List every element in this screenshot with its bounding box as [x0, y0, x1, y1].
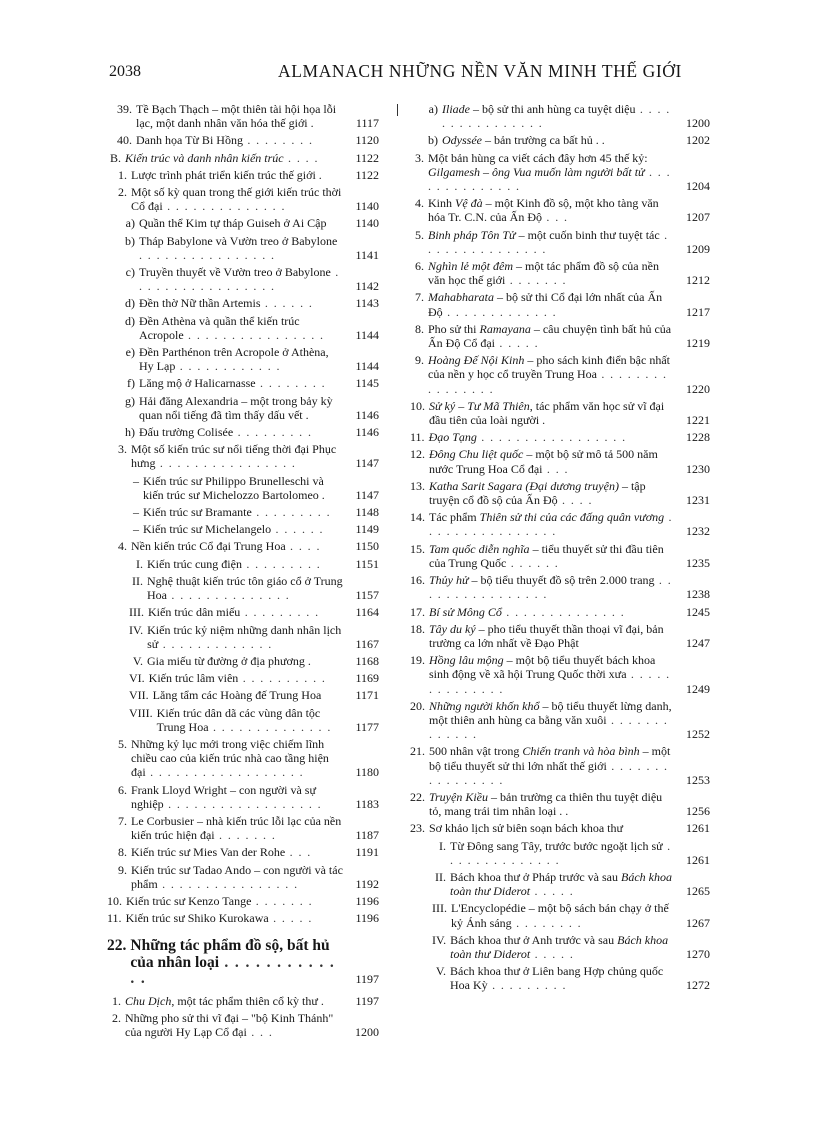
toc-entry-number: 10.: [410, 398, 425, 413]
toc-entry-page: 1200: [686, 116, 710, 131]
toc-entry-number: VIII.: [129, 705, 153, 720]
toc-entry-number: h): [125, 425, 135, 440]
toc-entry-number: 12.: [410, 447, 425, 462]
toc-entry-title: Hồng lâu mộng – một bộ tiểu thuyết bách khoa sinh động về xã hội Trung Quốc thời xưa . . . . . . . . . . . . . .: [429, 653, 671, 696]
toc-entry-page: 1202: [686, 133, 710, 148]
toc-entry: [410, 290, 710, 318]
toc-entry-page: 1183: [355, 796, 379, 811]
toc-entry-title: Kiến trúc dân miếu . . . . . . . . .: [148, 605, 320, 620]
toc-entry-number: 10.: [107, 893, 122, 908]
toc-entry-page: 1196: [355, 893, 379, 908]
toc-entry-number: 18.: [410, 621, 425, 636]
toc-entry-number: VII.: [129, 688, 149, 703]
toc-entry-page: 1144: [355, 359, 379, 374]
toc-entry-title: Chu Dịch, một tác phẩm thiên cổ kỳ thư .: [125, 993, 324, 1008]
toc-entry: [432, 933, 710, 961]
toc-entry-title: Những kỷ lục mới trong việc chiếm lĩnh chiều cao của kiến trúc nhà cao tầng hiện đại . . . . . . . . . . . . . . . . . .: [131, 736, 329, 780]
toc-entry: [121, 234, 379, 262]
toc-entry: [432, 839, 710, 867]
toc-entry-page: 1187: [355, 828, 379, 843]
toc-entry: [410, 353, 710, 396]
toc-entry-number: 4.: [118, 539, 127, 554]
toc-entry-page: 1247: [686, 635, 710, 650]
toc-entry-title: Sử ký – Tư Mã Thiên, tác phẩm văn học sử vĩ đại đầu tiên của loài người .: [429, 398, 665, 428]
toc-entry-page: 1171: [355, 688, 379, 703]
toc-entry-title: Kiến trúc sư Shiko Kurokawa . . . . .: [125, 911, 313, 926]
toc-entry-number: I.: [439, 838, 446, 853]
toc-entry-title: Đền thờ Nữ thần Artemis . . . . . .: [139, 296, 314, 311]
toc-entry: [410, 259, 710, 287]
toc-entry-title: Kiến trúc lâm viên . . . . . . . . . .: [148, 671, 327, 686]
toc-entry-page: 1261: [686, 821, 710, 836]
toc-entry: [410, 790, 710, 818]
toc-entry-page: 1148: [355, 505, 379, 520]
toc-entry-page: 1192: [355, 876, 379, 891]
toc-entry-page: 1228: [686, 430, 710, 445]
toc-right-column: [410, 102, 710, 996]
toc-entry-number: IV.: [432, 932, 447, 947]
toc-entry-page: 1143: [355, 296, 379, 311]
toc-entry-title: Bách khoa thư ở Anh trước và sau Bách khoa toàn thư Diderot . . . . .: [450, 932, 669, 961]
toc-entry-page: 1169: [355, 671, 379, 686]
toc-entry-title: Những pho sử thi vĩ đại – "bộ Kinh Thánh" của người Hy Lạp Cổ đại . . .: [125, 1011, 334, 1040]
toc-entry: [129, 671, 379, 685]
toc-entry-number: 11.: [107, 911, 122, 926]
toc-entry-title: Đền Parthénon trên Acropole ở Athèna, Hy Lạp . . . . . . . . . . . .: [139, 345, 329, 374]
toc-entry-page: 1141: [355, 247, 379, 262]
toc-entry-page: 1157: [355, 588, 379, 603]
toc-entry: [129, 605, 379, 619]
toc-entry: [129, 706, 379, 734]
toc-entry-title: Tam quốc diễn nghĩa – tiểu thuyết sử thi đầu tiên của Trung Quốc . . . . . .: [429, 541, 664, 570]
toc-entry-title: Những tác phẩm đồ sộ, bất hủ của nhân loại . . . . . . . . . . . . .: [130, 937, 336, 988]
toc-entry-page: 1232: [686, 524, 710, 539]
toc-entry-number: 8.: [118, 845, 127, 860]
toc-entry: [121, 345, 379, 373]
toc-entry-number: b): [125, 233, 135, 248]
toc-entry-page: 1245: [686, 604, 710, 619]
toc-entry-page: 1197: [355, 972, 379, 987]
toc-entry-title: Bách khoa thư ở Pháp trước và sau Bách khoa toàn thư Diderot . . . . .: [450, 869, 672, 899]
toc-entry-number: 13.: [410, 478, 425, 493]
page-number: 2038: [109, 63, 141, 80]
toc-entry-page: 1144: [355, 327, 379, 342]
toc-entry: [410, 653, 710, 696]
toc-entry: [121, 216, 379, 230]
toc-entry-number: II.: [132, 573, 143, 588]
toc-entry: [121, 425, 379, 439]
toc-entry-number: 7.: [415, 290, 424, 305]
toc-entry-page: 1146: [355, 425, 379, 440]
toc-entry: [410, 196, 710, 224]
toc-entry-title: Pho sử thi Ramayana – câu chuyện tình bất hủ của Ấn Độ Cổ đại . . . . .: [428, 321, 672, 351]
toc-entry-number: g): [125, 393, 135, 408]
toc-entry-title: Frank Lloyd Wright – con người và sự nghiệp . . . . . . . . . . . . . . . . . .: [131, 782, 323, 811]
toc-entry-title: Hải đăng Alexandria – một trong bảy kỳ quan nổi tiếng đã tìm thấy dấu vết .: [139, 393, 333, 422]
toc-entry-page: 1235: [686, 555, 710, 570]
toc-entry: [432, 870, 710, 898]
toc-entry-number: –: [133, 505, 139, 520]
toc-entry: [432, 964, 710, 992]
toc-entry-title: Quần thể Kim tự tháp Guiseh ở Ai Cập: [139, 216, 327, 231]
toc-entry-title: Một số kỳ quan trong thế giới kiến trúc thời Cổ đại . . . . . . . . . . . . . .: [131, 185, 342, 214]
toc-entry: [410, 430, 710, 444]
toc-entry-number: 11.: [410, 430, 425, 445]
toc-entry-title: Iliade – bộ sử thi anh hùng ca tuyệt diệu . . . . . . . . . . . . . . . .: [442, 102, 671, 131]
toc-entry-page: 1204: [686, 179, 710, 194]
toc-entry: [121, 296, 379, 310]
toc-entry-title: Kinh Vệ đà – một Kinh đồ sộ, một kho tàng văn hóa Tr. C.N. của Ấn Độ . . .: [428, 196, 659, 225]
toc-entry: [410, 821, 710, 835]
toc-entry-number: B.: [109, 150, 121, 165]
toc-entry: [424, 102, 710, 130]
toc-entry-page: 1212: [686, 273, 710, 288]
toc-entry-title: Kiến trúc kỷ niệm những danh nhân lịch sử . . . . . . . . . . . . .: [147, 622, 342, 651]
toc-entry: [410, 228, 710, 256]
toc-entry-title: Tác phẩm Thiên sử thi của các đấng quân vương . . . . . . . . . . . . . . . .: [429, 510, 673, 539]
toc-entry-page: 1151: [355, 556, 379, 571]
toc-entry-number: 16.: [410, 573, 425, 588]
toc-entry-title: Từ Đông sang Tây, trước bước ngoặt lịch sử . . . . . . . . . . . . . .: [450, 838, 672, 867]
toc-entry-number: 15.: [410, 541, 425, 556]
toc-entry-title: Kiến trúc sư Philippo Brunelleschi và kiến trúc sư Michelozzo Bartolomeo .: [143, 473, 325, 502]
toc-entry-number: 20.: [410, 698, 425, 713]
toc-entry-number: 2.: [118, 185, 127, 200]
toc-entry-page: 1261: [686, 852, 710, 867]
toc-entry-title: Một bản hùng ca viết cách đây hơn 45 thế kỷ: Gilgamesh – ông Vua muốn làm người bất tử . . . . . . . . . . . . . .: [428, 150, 672, 194]
toc-entry: [113, 185, 379, 213]
toc-entry-page: 1267: [686, 915, 710, 930]
toc-entry-title: Mahabharata – bộ sử thi Cổ đại lớn nhất của Ấn Độ . . . . . . . . . . . . .: [428, 290, 663, 319]
toc-entry: [129, 688, 379, 702]
toc-entry: [410, 744, 710, 787]
toc-entry-title: Nghệ thuật kiến trúc tôn giáo cổ ở Trung Hoa . . . . . . . . . . . . . .: [147, 573, 343, 603]
toc-entry-page: 1145: [355, 376, 379, 391]
toc-entry-title: Tháp Babylone và Vườn treo ở Babylone . . . . . . . . . . . . . . . .: [139, 233, 338, 262]
toc-entry-number: 39.: [117, 102, 132, 116]
toc-entry-number: 22.: [107, 937, 127, 955]
toc-entry: [121, 265, 379, 293]
toc-entry-page: 1191: [355, 845, 379, 860]
toc-entry-title: Kiến trúc sư Tadao Ando – con người và tác phẩm . . . . . . . . . . . . . . . .: [131, 862, 343, 891]
toc-entry-number: 21.: [410, 744, 425, 759]
toc-entry-page: 1147: [355, 487, 379, 502]
toc-entry-page: 1164: [355, 605, 379, 620]
toc-entry-page: 1168: [355, 653, 379, 668]
toc-entry-title: Những người khốn khổ – bộ tiểu thuyết lừng danh, một thiên anh hùng ca bằng văn xuôi . . . . . . . . . . . . .: [429, 698, 672, 742]
toc-entry: [113, 845, 379, 859]
toc-entry-number: 23.: [410, 821, 425, 836]
toc-entry-number: –: [133, 473, 139, 488]
toc-entry-number: 5.: [118, 736, 127, 751]
toc-entry-page: 1200: [355, 1025, 379, 1040]
toc-entry-number: a): [125, 216, 135, 231]
toc-entry-title: Kiến trúc sư Bramante . . . . . . . . .: [143, 505, 332, 520]
toc-entry: [121, 376, 379, 390]
toc-entry-page: 1272: [686, 978, 710, 993]
toc-entry: [107, 1011, 379, 1039]
toc-entry: [410, 573, 710, 601]
toc-entry-page: 1249: [686, 681, 710, 696]
toc-entry-page: 1147: [355, 456, 379, 471]
toc-entry: [410, 622, 710, 650]
toc-entry-page: 1196: [355, 911, 379, 926]
toc-entry-title: Một số kiến trúc sư nổi tiếng thời đại Phục hưng . . . . . . . . . . . . . . . .: [131, 442, 337, 471]
toc-entry-number: V.: [132, 653, 143, 668]
toc-entry: [107, 151, 379, 165]
toc-entry: [129, 557, 379, 571]
toc-entry-number: d): [125, 296, 135, 311]
toc-entry-title: Kiến trúc cung điện . . . . . . . . .: [147, 556, 322, 571]
toc-entry-page: 1253: [686, 772, 710, 787]
toc-entry-page: 1265: [686, 884, 710, 899]
toc-entry: [125, 522, 379, 536]
toc-entry-number: III.: [129, 605, 144, 620]
toc-entry-number: II.: [435, 869, 446, 884]
toc-entry-number: –: [133, 522, 139, 537]
toc-entry-number: V.: [435, 964, 446, 979]
toc-entry: [113, 539, 379, 553]
toc-entry: [125, 505, 379, 519]
toc-entry-title: Danh họa Từ Bi Hồng . . . . . . . .: [136, 133, 314, 148]
toc-entry-page: 1149: [355, 522, 379, 537]
toc-entry-number: c): [125, 265, 135, 280]
toc-entry-page: 1256: [686, 804, 710, 819]
toc-entry-title: Đông Chu liệt quốc – một bộ sử mô tả 500 năm nước Trung Hoa Cổ đại . . .: [429, 447, 658, 476]
entry-gap: [107, 925, 379, 928]
toc-entry-page: 1209: [686, 241, 710, 256]
toc-entry: [129, 654, 379, 668]
toc-entry-title: Tề Bạch Thạch – một thiên tài hội họa lỗi lạc, một danh nhân văn hóa thế giới .: [136, 102, 337, 131]
toc-entry-number: IV.: [129, 622, 144, 637]
toc-entry-title: Bí sử Mông Cổ . . . . . . . . . . . . . .: [429, 604, 626, 619]
column-divider: [397, 104, 398, 116]
toc-entry-number: 8.: [415, 321, 424, 336]
toc-entry: [113, 783, 379, 811]
toc-entry: [121, 394, 379, 422]
toc-entry: [117, 133, 379, 147]
toc-entry-title: Nghìn lẻ một đêm – một tác phẩm đồ sộ của nền văn học thế giới . . . . . . .: [428, 259, 659, 288]
entry-gap: [410, 993, 710, 996]
toc-entry: [129, 623, 379, 651]
toc-entry-page: 1238: [686, 587, 710, 602]
entry-gap: [107, 1039, 379, 1042]
toc-entry-page: 1219: [686, 336, 710, 351]
toc-entry-number: VI.: [129, 671, 145, 686]
toc-entry-page: 1197: [355, 993, 379, 1008]
toc-entry-number: f): [127, 376, 135, 391]
toc-entry-number: e): [125, 345, 135, 360]
toc-entry-page: 1167: [355, 636, 379, 651]
toc-entry-title: Katha Sarit Sagara (Đại dương truyện) – tập truyện cổ đồ sộ của Ấn Độ . . . .: [429, 478, 646, 508]
toc-entry-title: 500 nhân vật trong Chiến tranh và hòa bình – một bộ tiểu thuyết sử thi lớn nhất thế giới . . . . . . . . . . . . . . . .: [429, 744, 671, 787]
toc-entry-title: Thủy hử – bộ tiểu thuyết đồ sộ trên 2.000 trang . . . . . . . . . . . . . . . .: [429, 573, 673, 602]
toc-entry-title: Odyssée – bản trường ca bất hủ . .: [442, 133, 605, 148]
toc-entry-page: 1150: [355, 539, 379, 554]
toc-entry: [107, 994, 379, 1008]
toc-entry-page: 1140: [355, 199, 379, 214]
toc-entry-page: 1122: [355, 150, 379, 165]
toc-entry: [113, 814, 379, 842]
toc-entry-number: 5.: [415, 227, 424, 242]
toc-entry: [107, 894, 379, 908]
toc-entry-title: Lăng tẩm các Hoàng đế Trung Hoa: [152, 688, 322, 703]
toc-entry: [125, 474, 379, 502]
toc-entry-title: Truyện Kiều – bản trường ca thiên thu tuyệt diệu tỏ, mang trái tim nhân loại . .: [429, 789, 663, 819]
toc-entry: [107, 911, 379, 925]
toc-entry-number: 1.: [112, 993, 121, 1008]
toc-entry-page: 1117: [355, 116, 379, 131]
toc-entry: [410, 510, 710, 538]
toc-entry-page: 1231: [686, 493, 710, 508]
toc-entry: [410, 322, 710, 350]
toc-entry-page: 1122: [355, 167, 379, 182]
toc-left-column: [107, 102, 379, 1042]
toc-entry: [410, 605, 710, 619]
toc-entry-number: 9.: [118, 862, 127, 877]
toc-entry-number: 7.: [118, 813, 127, 828]
toc-entry-title: Sơ khảo lịch sử biên soạn bách khoa thư: [429, 821, 623, 836]
toc-entry-title: Gia miếu từ đường ở địa phương .: [147, 653, 311, 668]
toc-entry-title: Nền kiến trúc Cổ đại Trung Hoa . . . .: [131, 539, 321, 554]
toc-entry-page: 1140: [355, 216, 379, 231]
toc-entry-number: 14.: [410, 510, 425, 525]
toc-entry-number: d): [125, 313, 135, 328]
toc-entry: [410, 151, 710, 194]
toc-entry-title: Kiến trúc sư Kenzo Tange . . . . . . .: [126, 893, 314, 908]
toc-entry-title: Binh pháp Tôn Tử – một cuốn binh thư tuyệt tác . . . . . . . . . . . . . . .: [428, 227, 669, 256]
toc-entry: [410, 699, 710, 742]
toc-entry-title: Bách khoa thư ở Liên bang Hợp chủng quốc Hoa Kỳ . . . . . . . . .: [450, 964, 664, 993]
toc-entry: [410, 479, 710, 507]
toc-entry-title: Lăng mộ ở Halicarnasse . . . . . . . .: [139, 376, 327, 391]
toc-entry: [432, 901, 710, 929]
toc-entry-number: 6.: [118, 782, 127, 797]
toc-entry-number: I.: [136, 556, 143, 571]
chapter-heading: [107, 938, 379, 988]
toc-entry-page: 1180: [355, 765, 379, 780]
toc-entry: [113, 168, 379, 182]
toc-entry: [113, 863, 379, 891]
toc-entry-number: 3.: [118, 442, 127, 457]
toc-entry-page: 1207: [686, 210, 710, 225]
toc-entry: [113, 737, 379, 780]
toc-entry-number: b): [428, 133, 438, 148]
toc-entry: [117, 102, 379, 130]
toc-entry-page: 1120: [355, 133, 379, 148]
toc-entry-page: 1142: [355, 279, 379, 294]
toc-entry-number: III.: [432, 901, 447, 916]
toc-entry-number: 2.: [112, 1011, 121, 1026]
toc-entry-page: 1221: [686, 413, 710, 428]
toc-entry: [129, 574, 379, 602]
toc-entry-number: 4.: [415, 196, 424, 211]
toc-entry-number: 40.: [117, 133, 132, 148]
running-title: ALMANACH NHỮNG NỀN VĂN MINH THẾ GIỚI: [278, 61, 682, 81]
toc-entry: [424, 133, 710, 147]
toc-entry-number: 22.: [410, 789, 425, 804]
toc-entry-number: 9.: [415, 353, 424, 368]
toc-entry-title: Kiến trúc và danh nhân kiến trúc . . . .: [125, 150, 319, 165]
toc-entry-title: Le Corbusier – nhà kiến trúc lỗi lạc của nền kiến trúc hiện đại . . . . . . .: [131, 813, 342, 843]
toc-entry-title: Hoàng Đế Nội Kinh – pho sách kinh điển bậc nhất của nền y học cổ truyền Trung Hoa . . . . . . . . . . . . . . . .: [428, 353, 670, 396]
toc-entry-number: 3.: [415, 150, 424, 165]
toc-entry: [410, 542, 710, 570]
toc-entry: [410, 399, 710, 427]
toc-entry: [121, 314, 379, 342]
toc-entry-page: 1270: [686, 946, 710, 961]
toc-entry-page: 1230: [686, 461, 710, 476]
toc-entry-title: Kiến trúc sư Michelangelo . . . . . .: [143, 522, 324, 537]
toc-entry-number: 19.: [410, 653, 425, 668]
toc-entry-number: 17.: [410, 604, 425, 619]
toc-entry-page: 1177: [355, 719, 379, 734]
toc-entry-page: 1252: [686, 727, 710, 742]
toc-entry-page: 1217: [686, 304, 710, 319]
toc-entry: [410, 447, 710, 475]
toc-entry-page: 1146: [355, 407, 379, 422]
toc-entry-title: Đấu trường Colisée . . . . . . . . .: [139, 425, 313, 440]
toc-entry-page: 1220: [686, 381, 710, 396]
toc-entry-title: L'Encyclopédie – một bộ sách bán chạy ở thế kỷ Ánh sáng . . . . . . . .: [451, 901, 669, 930]
toc-entry-title: Kiến trúc dân dã các vùng dân tộc Trung Hoa . . . . . . . . . . . . . .: [156, 705, 332, 734]
toc-entry-number: a): [428, 102, 438, 116]
toc-entry-title: Truyền thuyết về Vườn treo ở Babylone . . . . . . . . . . . . . . . . .: [139, 265, 340, 294]
toc-entry-title: Kiến trúc sư Mies Van der Rohe . . .: [131, 845, 312, 860]
toc-entry-title: Lược trình phát triển kiến trúc thế giới .: [131, 167, 322, 182]
toc-entry: [113, 442, 379, 470]
toc-entry-title: Đền Athèna và quần thể kiến trúc Acropole . . . . . . . . . . . . . . . .: [139, 313, 325, 342]
toc-entry-title: Tây du ký – pho tiểu thuyết thần thoại vĩ đại, bản trường ca lớn nhất về Đạo Phật: [429, 621, 664, 650]
toc-entry-title: Đạo Tạng . . . . . . . . . . . . . . . . .: [428, 430, 627, 445]
toc-entry-number: 6.: [415, 259, 424, 274]
toc-entry-number: 1.: [118, 167, 127, 182]
